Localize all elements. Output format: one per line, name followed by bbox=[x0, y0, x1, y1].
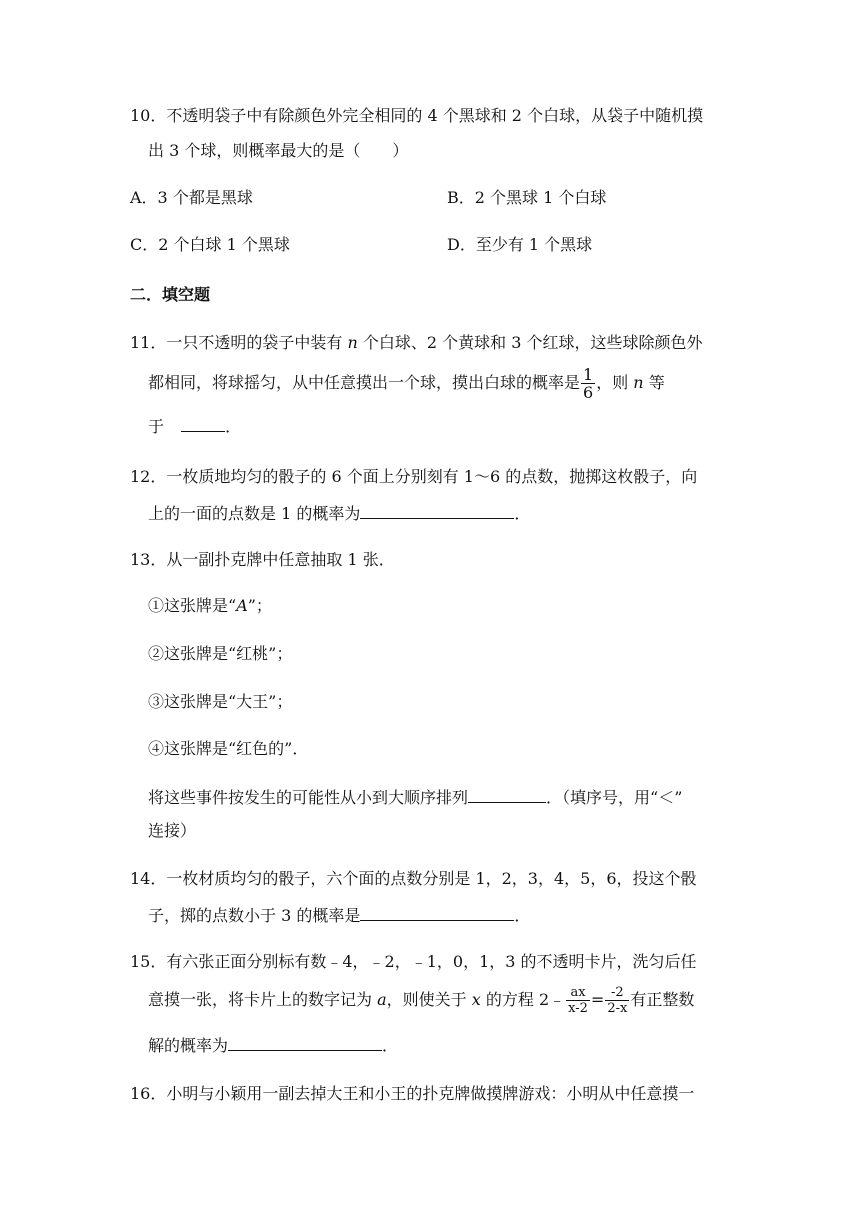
q13-text: ”； bbox=[247, 596, 272, 615]
q13-text: ①这张牌是“ bbox=[148, 596, 237, 615]
q13-line-7: 连接） bbox=[148, 821, 197, 840]
q13-text: 将这些事件按发生的可能性从小到大顺序排列 bbox=[148, 788, 469, 807]
q12-text: 上的一面的点数是 1 的概率为 bbox=[148, 504, 361, 523]
q10-option-b: B．2 个黑球 1 个白球 bbox=[447, 188, 607, 207]
q15-fraction-2 bbox=[605, 985, 629, 1016]
q15-var-x: x bbox=[471, 990, 481, 1009]
q11-text: 于 bbox=[148, 417, 170, 436]
q15-line-2 bbox=[148, 985, 694, 1016]
q11-text: 个白球、2 个黄球和 3 个红球，这些球除颜色外 bbox=[357, 333, 703, 352]
q13-text: ．（填序号，用“＜” bbox=[546, 788, 683, 807]
section-heading-fill-blank: 二．填空题 bbox=[130, 285, 211, 304]
q11-text: ． bbox=[225, 417, 242, 436]
q11-text: ，则 bbox=[596, 373, 634, 392]
q14-text: ． bbox=[514, 906, 531, 925]
q15-line-1: 15．有六张正面分别标有数﹣4，﹣2，﹣1，0，1，3 的不透明卡片，洗匀后任 bbox=[130, 952, 697, 971]
q15-text: 意摸一张，将卡片上的数字记为 bbox=[148, 990, 378, 1009]
q13-line-6 bbox=[148, 784, 682, 810]
q15-text: 有正整数 bbox=[630, 990, 695, 1009]
q15-var-a: a bbox=[377, 990, 387, 1009]
q15-text: 解的概率为 bbox=[148, 1036, 229, 1055]
q11-var-n: n bbox=[633, 373, 644, 392]
q15-fraction-2-denominator: 2-x bbox=[607, 1001, 628, 1016]
q14-text: 子，掷的点数小于 3 的概率是 bbox=[148, 906, 361, 925]
q13-item-3: ③这张牌是“大王”； bbox=[148, 692, 293, 711]
q11-var-n: n bbox=[347, 333, 358, 352]
q15-text: ． bbox=[382, 1036, 399, 1055]
q13-item-1 bbox=[148, 594, 272, 618]
q11-line-2 bbox=[148, 366, 665, 401]
q15-fraction-2-numerator: -2 bbox=[610, 985, 624, 1000]
q12-line-2 bbox=[148, 500, 530, 526]
q11-text: 11．一只不透明的袋子中装有 bbox=[130, 333, 348, 352]
q15-fraction-1-denominator: x-2 bbox=[568, 1001, 588, 1016]
q15-fraction-1-numerator: ax bbox=[570, 985, 586, 1000]
q13-item-4: ④这张牌是“红色的”． bbox=[148, 739, 309, 758]
q11-fraction-numerator: 1 bbox=[583, 365, 594, 384]
q14-line-1: 14．一枚材质均匀的骰子，六个面的点数分别是 1，2，3，4，5，6，投这个骰 bbox=[130, 869, 697, 888]
q13-var-a: A bbox=[236, 596, 248, 615]
q11-text: 都相同，将球摇匀，从中任意摸出一个球，摸出白球的概率是 bbox=[148, 373, 581, 392]
q15-text: ，则使关于 bbox=[386, 990, 472, 1009]
q15-equals: = bbox=[590, 990, 605, 1009]
q15-answer-blank[interactable] bbox=[228, 1032, 382, 1051]
q13-answer-blank[interactable] bbox=[468, 784, 546, 803]
q15-line-3 bbox=[148, 1032, 398, 1058]
q10-line-2: 出 3 个球，则概率最大的是（ ） bbox=[148, 141, 409, 160]
q10-option-d: D．至少有 1 个黑球 bbox=[447, 235, 593, 254]
q11-answer-blank[interactable] bbox=[181, 413, 225, 432]
q11-line-1 bbox=[130, 331, 702, 355]
q15-text: 的方程 2﹣ bbox=[480, 990, 566, 1009]
q14-line-2 bbox=[148, 902, 530, 928]
q12-line-1: 12．一枚质地均匀的骰子的 6 个面上分别刻有 1～6 的点数，抛掷这枚骰子，向 bbox=[130, 467, 698, 486]
q11-line-3 bbox=[148, 413, 241, 439]
q12-text: ． bbox=[514, 504, 531, 523]
q11-fraction bbox=[581, 366, 595, 401]
q10-line-1: 10．不透明袋子中有除颜色外完全相同的 4 个黑球和 2 个白球，从袋子中随机摸 bbox=[130, 106, 704, 125]
q10-option-a: A．3 个都是黑球 bbox=[130, 188, 253, 207]
q16-line-1: 16．小明与小颖用一副去掉大王和小王的扑克牌做摸牌游戏：小明从中任意摸一 bbox=[130, 1084, 695, 1103]
q15-fraction-1 bbox=[566, 985, 590, 1016]
q10-option-c: C．2 个白球 1 个黑球 bbox=[130, 235, 290, 254]
q13-line-1: 13．从一副扑克牌中任意抽取 1 张． bbox=[130, 550, 395, 569]
q13-item-2: ②这张牌是“红桃”； bbox=[148, 644, 293, 663]
q12-answer-blank[interactable] bbox=[360, 500, 514, 519]
q14-answer-blank[interactable] bbox=[360, 902, 514, 921]
q11-text: 等 bbox=[643, 373, 665, 392]
q11-fraction-denominator: 6 bbox=[583, 383, 594, 402]
